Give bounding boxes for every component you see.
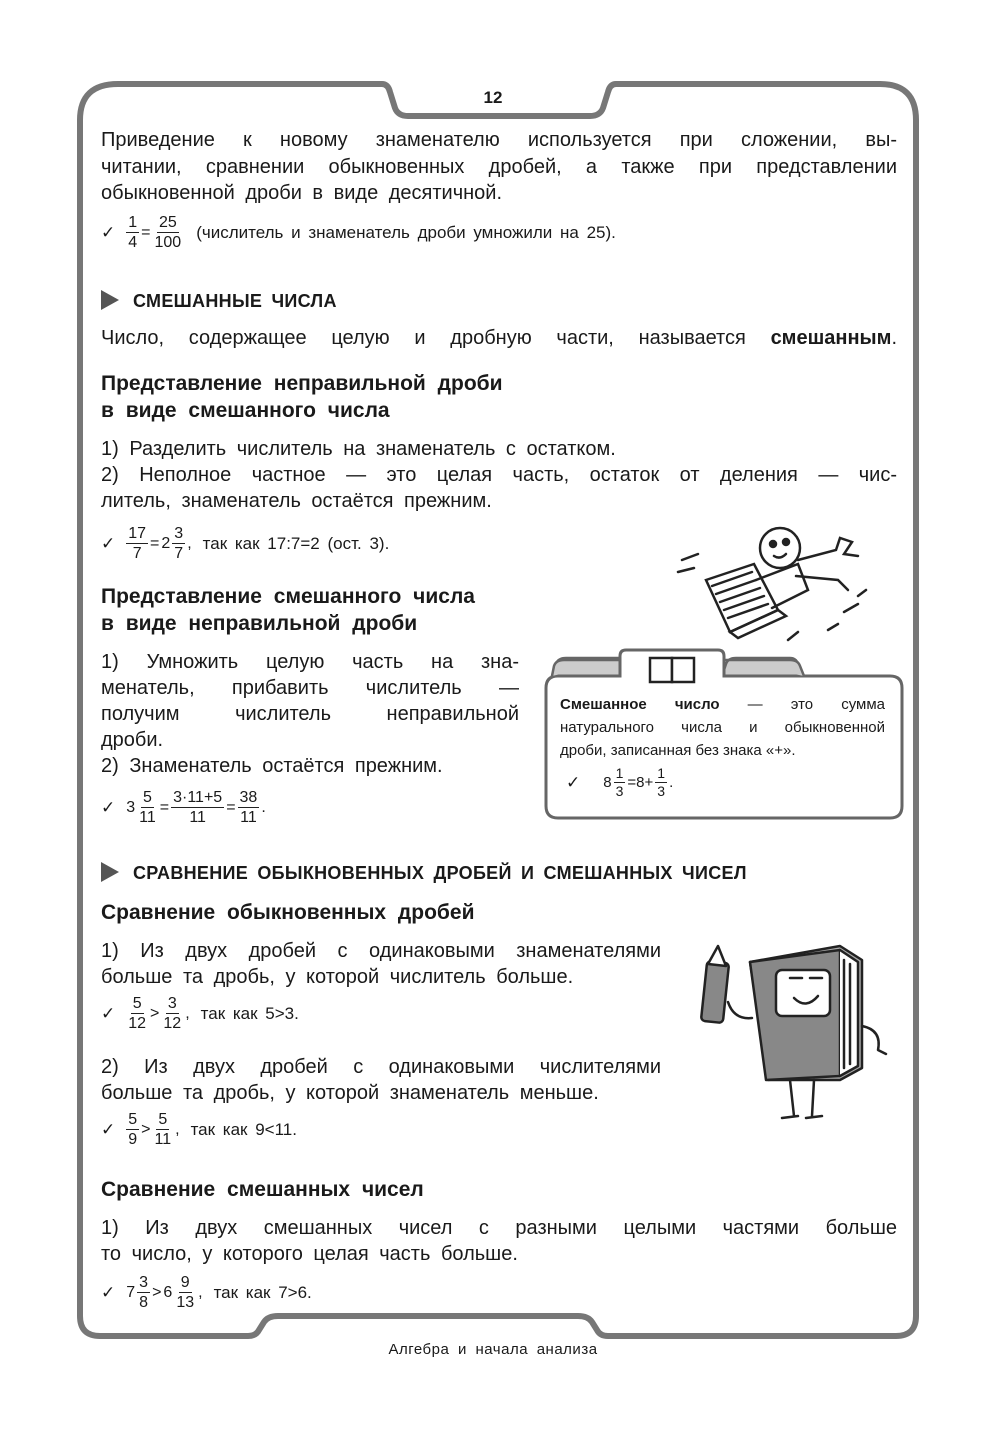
book-character-illustration [690,940,890,1130]
fraction: $\frac{3}{8}$ [139,1274,149,1311]
fraction: $\frac{9}{13}$ [176,1274,195,1311]
footer-subject: Алгебра и начала анализа [388,1341,598,1358]
fraction: $\frac{5}{11}$ [139,789,156,826]
fraction: $\frac{5}{11}$ [154,1111,172,1148]
mixed-step-1-line-1: 1) Умножить целую часть на зна- [101,651,519,673]
reading-character-illustration [668,520,888,650]
compare-rule-1-line-1: 1) Из двух дробей с одинаковыми знаменателями [101,940,661,962]
fraction: $\frac{5}{12}$ [128,995,147,1032]
intro-line-3: обыкновенной дроби в виде десятичной. [101,182,503,204]
example-note: (числитель и знаменатель дроби умножили на 25). [196,222,616,242]
mixed-step-1-line-2: менатель, прибавить числитель — [101,677,519,699]
fraction: $\frac{3}{12}$ [163,995,182,1032]
triangle-bullet-icon [101,862,119,882]
fraction: $\frac{1}{4}$ [128,214,138,251]
section-heading-mixed-numbers: СМЕШАННЫЕ ЧИСЛА [101,289,337,313]
heading-improper-to-mixed-1: Представление неправильной дроби [101,372,503,395]
intro-line-1: Приведение к новому знаменателю используется при сложении, вы- [101,129,897,151]
compare-example-2: ✓ $\frac{5}{9}$ > $\frac{5}{11}$ , так как 9<11. [101,1111,297,1148]
note-line-1: Смешанное число — это сумма [560,696,885,713]
compare-rule-2-line-1: 2) Из двух дробей с одинаковыми числителями [101,1056,661,1078]
fraction: $\frac{3\cdot 11+5}{11}$ [173,789,223,826]
heading-mixed-to-improper-2: в виде неправильной дроби [101,612,418,635]
heading-compare-mixed: Сравнение смешанных чисел [101,1178,424,1201]
improper-example: ✓ $\frac{17}{7}$ = 2 $\frac{3}{7}$ , так как 17:7=2 (ост. 3). [101,525,390,562]
checkmark-icon: ✓ [101,1119,116,1139]
compare-rule-1-line-2: больше та дробь, у которой числитель больше. [101,966,574,988]
compare-mixed-rule-line-1: 1) Из двух смешанных чисел с разными целыми частями больше [101,1217,897,1239]
note-example: ✓ 8 $\frac{1}{3}$ =8+ $\frac{1}{3}$ . [566,765,674,799]
checkmark-icon: ✓ [101,222,116,242]
compare-mixed-rule-line-2: то число, у которого целая часть больше. [101,1243,518,1265]
improper-step-2-line-1: 2) Неполное частное — это целая часть, остаток от деления — чис- [101,464,897,486]
page-number: 12 [483,88,503,107]
open-book-icon [650,658,694,682]
fraction: $\frac{3}{7}$ [174,525,184,562]
heading-mixed-to-improper-1: Представление смешанного числа [101,585,475,608]
fraction: $\frac{1}{3}$ [615,765,624,799]
checkmark-icon: ✓ [101,533,116,553]
heading-compare-fractions: Сравнение обыкновенных дробей [101,901,475,924]
checkmark-icon: ✓ [101,1003,116,1023]
compare-example-1: ✓ $\frac{5}{12}$ > $\frac{3}{12}$ , так как 5>3. [101,995,299,1032]
fraction: $\frac{25}{100}$ [154,214,182,251]
fraction: $\frac{5}{9}$ [128,1111,138,1148]
section-heading-comparison: СРАВНЕНИЕ ОБЫКНОВЕННЫХ ДРОБЕЙ И СМЕШАННЫХ ЧИСЕЛ [101,861,747,885]
intro-example: ✓ $\frac{1}{4}$ = $\frac{25}{100}$ (числитель и знаменатель дроби умножили на 25). [101,214,616,251]
improper-step-1: 1) Разделить числитель на знаменатель с остатком. [101,438,616,460]
checkmark-icon: ✓ [101,797,116,817]
note-line-3: дроби, записанная без знака «+». [560,742,796,759]
triangle-bullet-icon [101,290,119,310]
checkmark-icon: ✓ [566,772,581,792]
fraction: $\frac{17}{7}$ [128,525,147,562]
fraction: $\frac{38}{11}$ [239,789,258,826]
checkmark-icon: ✓ [101,1282,116,1302]
compare-rule-2-line-2: больше та дробь, у которой знаменатель меньше. [101,1082,599,1104]
mixed-step-2: 2) Знаменатель остаётся прежним. [101,755,443,777]
fraction: $\frac{1}{3}$ [657,765,666,799]
mixed-step-1-line-3: получим числитель неправильной [101,703,519,725]
note-line-2: натурального числа и обыкновенной [560,719,885,736]
mixed-step-1-line-4: дроби. [101,729,164,751]
improper-step-2-line-2: литель, знаменатель остаётся прежним. [101,490,492,512]
intro-line-2: читании, сравнении обыкновенных дробей, а также при представлении [101,156,897,178]
mixed-definition: Число, содержащее целую и дробную части, называется смешанным. [101,327,897,349]
mixed-to-improper-example: ✓ 3 $\frac{5}{11}$ = $\frac{3\cdot 11+5}{11}$ = $\frac{38}{11}$ . [101,789,266,826]
heading-improper-to-mixed-2: в виде смешанного числа [101,399,390,422]
compare-mixed-example: ✓ 7 $\frac{3}{8}$ > 6 $\frac{9}{13}$ , так как 7>6. [101,1274,312,1311]
